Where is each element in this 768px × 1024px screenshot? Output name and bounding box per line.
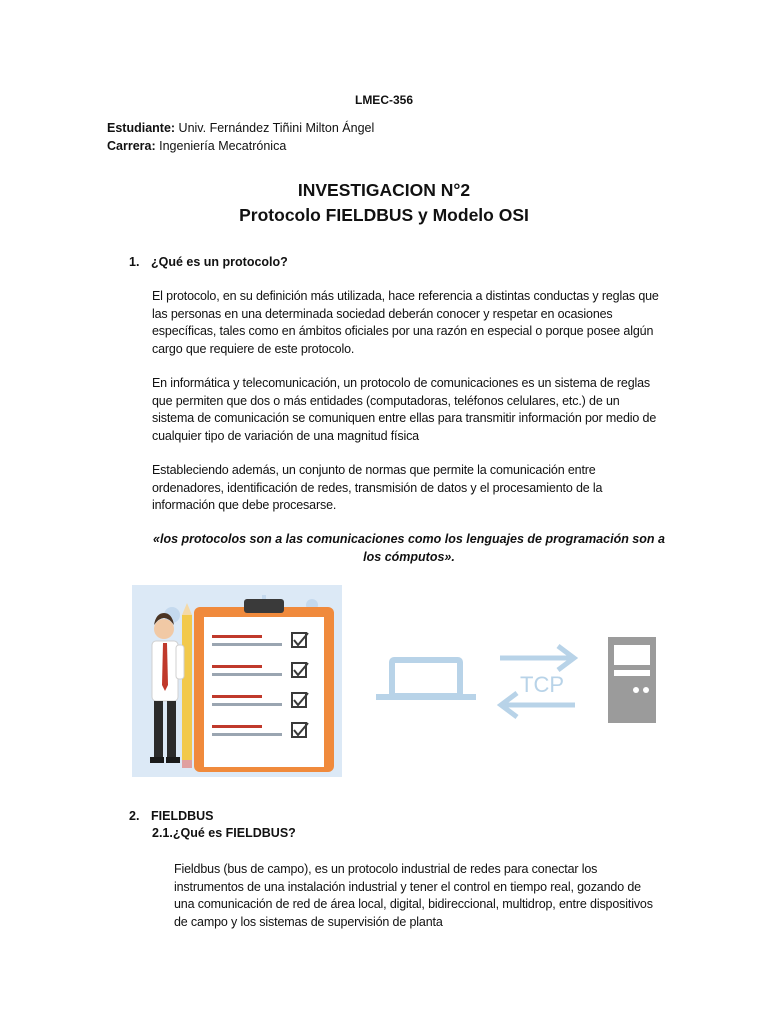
section-2-title: FIELDBUS	[151, 809, 214, 823]
protocol-quote: «los protocolos son a las comunicaciones como los lenguajes de programación son a los cómputos».	[153, 532, 665, 564]
title-line-2: Protocolo FIELDBUS y Modelo OSI	[239, 205, 529, 225]
section-2-1-heading	[152, 826, 296, 840]
pencil-icon	[182, 603, 192, 768]
section-2-heading	[129, 809, 214, 823]
clipboard-clip	[244, 599, 284, 613]
section-1-paragraph-1: El protocolo, en su definición más utilizada, hace referencia a distintas conductas y reglas que las personas en una determinada sociedad deberán conocer y respetar en ocasiones específicas, tales como en ámbitos oficiales por una razón en especial o porque posee algún cargo que requiere de este protocolo.	[152, 289, 659, 356]
title-line-1: INVESTIGACION N°2	[297, 180, 471, 200]
section-2-1-paragraph: Fieldbus (bus de campo), es un protocolo industrial de redes para conectar los instrumentos de una instalación industrial y tener el control en tiempo real, gozando de una comunicación de red de área local, digital, bidireccional, multidrop, entre dispositivos de campo y los sistemas de supervisión de planta	[174, 862, 653, 929]
section-1-heading	[129, 255, 288, 269]
tcp-label: TCP	[520, 672, 564, 697]
document-title	[0, 178, 768, 228]
section-1-title: ¿Qué es un protocolo?	[151, 255, 288, 269]
career-name: Ingeniería Mecatrónica	[159, 139, 287, 153]
career-line	[107, 139, 286, 153]
section-2-1-number: 2.1.	[152, 826, 173, 840]
student-label: Estudiante:	[107, 121, 176, 135]
section-2-1-title: ¿Qué es FIELDBUS?	[172, 826, 296, 840]
section-1-paragraph-2: En informática y telecomunicación, un protocolo de comunicaciones es un sistema de reglas que permiten que dos o más entidades (computadoras, teléfonos celulares, etc.) de un sistema de comunicación se comuniquen entre ellas para transmitir información por medio de cualquier tipo de variación de una magnitud física	[152, 376, 657, 443]
section-2-number: 2.	[129, 809, 140, 823]
section-1-number: 1.	[129, 255, 140, 269]
laptop-icon	[376, 660, 476, 700]
career-label: Carrera:	[107, 139, 156, 153]
tcp-network-diagram	[370, 630, 660, 730]
course-code: LMEC-356	[354, 93, 413, 107]
student-line	[107, 121, 374, 135]
section-1-paragraph-3: Estableciendo además, un conjunto de normas que permite la comunicación entre ordenadores, identificación de redes, transmisión de datos y el procesamiento de la información que debe procesarse.	[152, 463, 603, 512]
student-name: Univ. Fernández Tiñini Milton Ángel	[178, 121, 375, 135]
checklist-illustration	[132, 585, 342, 777]
server-icon	[608, 637, 656, 723]
